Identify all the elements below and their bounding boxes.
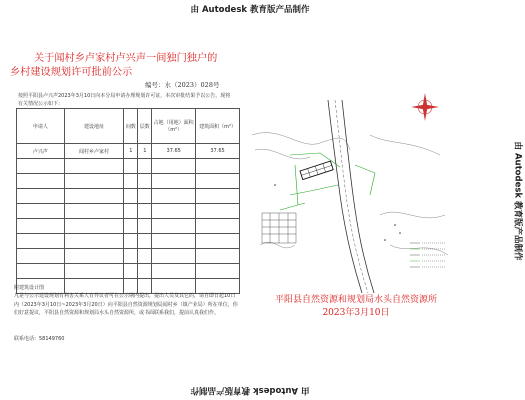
issue-date: 2023年3月10日: [322, 308, 390, 318]
watermark-bottom: 由 Autodesk 教育版产品制作: [190, 385, 310, 395]
header-land-area: 占地（用地）面积（m²）: [152, 109, 196, 144]
issuer-signature: [236, 294, 476, 320]
cell-land-area: 37.65: [152, 144, 196, 159]
notice-title: [10, 52, 240, 80]
issuer-name: 平阳县自然资源和规划局水头自然资源所: [274, 295, 437, 305]
cell-applicant: 卢兴声: [17, 144, 65, 159]
watermark-right: 由 Autodesk 教育版产品制作: [512, 141, 523, 261]
north-arrow-icon: [411, 93, 439, 121]
table-row: [17, 174, 240, 189]
table-row: [17, 264, 240, 279]
title-line-1: 关于闻村乡卢家村卢兴声一间独门独户的: [34, 53, 218, 64]
boundary-lines: [280, 153, 375, 210]
notice-footer: [14, 284, 239, 317]
header-address: 建设地址: [64, 109, 124, 144]
contour-lines: [252, 133, 448, 255]
header-building-area: 建筑面积（m²）: [196, 109, 240, 144]
site-building: [300, 161, 333, 179]
table-row: [17, 144, 240, 159]
table-row: [17, 204, 240, 219]
map-legend: [410, 243, 445, 267]
header-floors: 层数: [138, 109, 152, 144]
cell-building-area: 37.65: [196, 144, 240, 159]
table-row: [17, 189, 240, 204]
site-plan-map: [250, 95, 450, 295]
contact-phone: 联系电话：58149760: [14, 336, 65, 342]
cell-address: 闻村乡卢家村: [64, 144, 124, 159]
table-row: [17, 234, 240, 249]
road: [328, 100, 374, 293]
map-markers: [274, 184, 401, 241]
cell-floors: 1: [138, 144, 152, 159]
permit-table: [16, 108, 240, 294]
title-line-2: 乡村建设规划许可批前公示: [10, 67, 133, 78]
header-rooms: 间数: [124, 109, 138, 144]
footer-body: 凡是与公示建设规划有利害关系人有异议者可在公示期内提出，提出人员及其它的，请自即日起10日内（2023年3月10日~2023年3月20日）向平阳县自然资源规划局闻村乡（镇产业局）所在单位，你们好意提议，平阳县自然资源和规划局水头自然资源所，或书面联系我们，提前认真我们作。: [14, 293, 238, 316]
intro-paragraph: 按照平阳县卢兴声2023年3月10日向本分局申请办理规划许可证，本次审批结果予以公告，现将有关情况公示如下：: [18, 93, 231, 107]
table-row: [17, 219, 240, 234]
document-number: 编号：水（2023）028号: [145, 81, 220, 89]
table-row: [17, 159, 240, 174]
elevation-inset: [262, 213, 296, 243]
watermark-top: 由 Autodesk 教育版产品制作: [190, 5, 310, 15]
footer-heading: 附建筑设计图: [14, 285, 45, 291]
header-applicant: 申请人: [17, 109, 65, 144]
cell-rooms: 1: [124, 144, 138, 159]
table-header-row: [17, 109, 240, 144]
table-row: [17, 249, 240, 264]
